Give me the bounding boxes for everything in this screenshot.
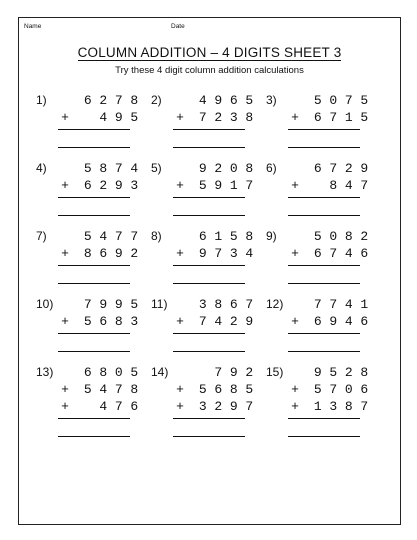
answer-line — [288, 333, 360, 334]
problem-number: 10) — [36, 297, 54, 311]
addend-number: 6 1 5 8 — [198, 229, 254, 244]
worksheet-instructions: Try these 4 digit column addition calculations — [115, 65, 304, 76]
addend-number: 6 7 1 5 — [313, 110, 369, 125]
plus-sign — [175, 297, 185, 313]
addend-row — [175, 161, 257, 177]
answer-line — [173, 197, 245, 198]
addend-number: 7 4 2 9 — [198, 314, 254, 329]
addend-number: 5 7 0 6 — [313, 382, 369, 397]
addend-number: 6 2 7 8 — [83, 93, 139, 108]
answer-underline — [58, 436, 130, 437]
problem-15 — [266, 365, 382, 425]
plus-sign — [175, 229, 185, 245]
answer-underline — [173, 436, 245, 437]
answer-underline — [173, 283, 245, 284]
problem-7 — [36, 229, 152, 289]
addend-number: 4 9 5 — [99, 110, 139, 125]
answer-line — [288, 418, 360, 419]
plus-sign: + — [61, 382, 69, 397]
answer-line — [173, 333, 245, 334]
plus-sign — [290, 365, 300, 381]
problem-number: 11) — [151, 297, 168, 311]
answer-underline — [58, 147, 130, 148]
plus-sign: + — [176, 399, 184, 414]
plus-sign: + — [291, 382, 299, 397]
answer-underline — [173, 351, 245, 352]
addend-row — [60, 314, 142, 330]
plus-sign — [290, 297, 300, 313]
problem-5 — [151, 161, 267, 221]
answer-underline — [58, 215, 130, 216]
answer-line — [58, 418, 130, 419]
addend-row — [290, 297, 372, 313]
answer-underline — [288, 215, 360, 216]
problem-14 — [151, 365, 267, 425]
plus-sign — [60, 229, 70, 245]
problem-11 — [151, 297, 267, 357]
addend-row — [290, 314, 372, 330]
addend-number: 9 2 0 8 — [198, 161, 254, 176]
addend-row — [60, 178, 142, 194]
problem-number: 7) — [36, 229, 47, 243]
problem-number: 15) — [266, 365, 284, 379]
plus-sign: + — [291, 110, 299, 125]
addend-row — [175, 365, 257, 381]
problem-number: 5) — [151, 161, 162, 175]
plus-sign: + — [61, 314, 69, 329]
addend-number: 5 6 8 5 — [198, 382, 254, 397]
addend-row — [60, 365, 142, 381]
addend-number: 3 2 9 7 — [198, 399, 254, 414]
problem-number: 12) — [266, 297, 284, 311]
addend-number: 5 9 1 7 — [198, 178, 254, 193]
plus-sign — [60, 297, 70, 313]
addend-row — [60, 246, 142, 262]
addend-row — [290, 93, 372, 109]
answer-line — [173, 129, 245, 130]
addend-number: 8 6 9 2 — [83, 246, 139, 261]
addend-row — [60, 297, 142, 313]
addend-number: 5 0 7 5 — [313, 93, 369, 108]
addend-number: 7 2 3 8 — [198, 110, 254, 125]
addend-row — [175, 314, 257, 330]
addend-row — [290, 365, 372, 381]
addend-row — [175, 178, 257, 194]
addend-row — [60, 161, 142, 177]
addend-row — [290, 178, 372, 194]
problem-2 — [151, 93, 267, 153]
addend-number: 7 9 9 5 — [83, 297, 139, 312]
addend-row — [290, 399, 372, 415]
problem-number: 13) — [36, 365, 54, 379]
answer-line — [58, 129, 130, 130]
addend-row — [175, 110, 257, 126]
problem-number: 2) — [151, 93, 162, 107]
addend-number: 4 7 6 — [99, 399, 139, 414]
addend-number: 5 6 8 3 — [83, 314, 139, 329]
addend-row — [175, 382, 257, 398]
answer-underline — [288, 283, 360, 284]
answer-line — [58, 333, 130, 334]
answer-underline — [58, 351, 130, 352]
problem-8 — [151, 229, 267, 289]
plus-sign: + — [176, 110, 184, 125]
addend-number: 7 9 2 — [214, 365, 254, 380]
addend-number: 6 7 4 6 — [313, 246, 369, 261]
worksheet — [18, 17, 401, 525]
problem-4 — [36, 161, 152, 221]
problem-number: 3) — [266, 93, 277, 107]
addend-row — [175, 93, 257, 109]
plus-sign — [60, 161, 70, 177]
worksheet-title-text: COLUMN ADDITION – 4 DIGITS SHEET 3 — [77, 45, 342, 60]
addend-row — [60, 93, 142, 109]
addend-row — [290, 246, 372, 262]
addend-row — [175, 297, 257, 313]
plus-sign: + — [176, 382, 184, 397]
plus-sign — [290, 229, 300, 245]
addend-row — [290, 229, 372, 245]
problem-number: 9) — [266, 229, 277, 243]
problem-12 — [266, 297, 382, 357]
answer-underline — [288, 351, 360, 352]
addend-number: 5 4 7 7 — [83, 229, 139, 244]
answer-underline — [173, 147, 245, 148]
addend-row — [290, 110, 372, 126]
addend-number: 8 4 7 — [329, 178, 369, 193]
plus-sign: + — [291, 399, 299, 414]
plus-sign — [60, 365, 70, 381]
addend-number: 6 7 2 9 — [313, 161, 369, 176]
addend-row — [60, 382, 142, 398]
addend-row — [60, 399, 142, 415]
plus-sign: + — [61, 110, 69, 125]
answer-line — [173, 265, 245, 266]
addend-number: 6 2 9 3 — [83, 178, 139, 193]
date-label: Date — [171, 23, 185, 30]
addend-number: 6 9 4 6 — [313, 314, 369, 329]
addend-number: 9 5 2 8 — [313, 365, 369, 380]
problem-6 — [266, 161, 382, 221]
name-label: Name — [24, 23, 42, 30]
addend-row — [175, 229, 257, 245]
addend-number: 9 7 3 4 — [198, 246, 254, 261]
addend-row — [60, 110, 142, 126]
answer-line — [288, 197, 360, 198]
addend-row — [290, 161, 372, 177]
addend-number: 4 9 6 5 — [198, 93, 254, 108]
plus-sign — [175, 365, 185, 381]
answer-line — [58, 265, 130, 266]
answer-underline — [288, 147, 360, 148]
problem-number: 14) — [151, 365, 169, 379]
answer-line — [58, 197, 130, 198]
plus-sign: + — [291, 246, 299, 261]
plus-sign: + — [291, 178, 299, 193]
answer-underline — [58, 283, 130, 284]
plus-sign: + — [176, 178, 184, 193]
addend-number: 3 8 6 7 — [198, 297, 254, 312]
plus-sign: + — [61, 399, 69, 414]
answer-line — [173, 418, 245, 419]
problem-1 — [36, 93, 152, 153]
problem-number: 1) — [36, 93, 47, 107]
addend-row — [290, 382, 372, 398]
answer-underline — [288, 436, 360, 437]
plus-sign — [175, 93, 185, 109]
addend-number: 7 7 4 1 — [313, 297, 369, 312]
answer-line — [288, 265, 360, 266]
plus-sign: + — [176, 246, 184, 261]
plus-sign — [60, 93, 70, 109]
plus-sign: + — [61, 246, 69, 261]
problem-10 — [36, 297, 152, 357]
answer-line — [288, 129, 360, 130]
plus-sign — [290, 161, 300, 177]
problem-number: 6) — [266, 161, 277, 175]
plus-sign — [175, 161, 185, 177]
addend-row — [175, 399, 257, 415]
addend-number: 5 8 7 4 — [83, 161, 139, 176]
answer-underline — [173, 215, 245, 216]
plus-sign: + — [291, 314, 299, 329]
plus-sign: + — [176, 314, 184, 329]
addend-number: 6 8 0 5 — [83, 365, 139, 380]
worksheet-title — [19, 45, 400, 60]
problem-3 — [266, 93, 382, 153]
addend-number: 5 4 7 8 — [83, 382, 139, 397]
addend-number: 5 0 8 2 — [313, 229, 369, 244]
problem-number: 4) — [36, 161, 47, 175]
addend-number: 1 3 8 7 — [313, 399, 369, 414]
addend-row — [60, 229, 142, 245]
problem-9 — [266, 229, 382, 289]
addend-row — [175, 246, 257, 262]
problem-number: 8) — [151, 229, 162, 243]
plus-sign — [290, 93, 300, 109]
plus-sign: + — [61, 178, 69, 193]
problem-13 — [36, 365, 152, 425]
